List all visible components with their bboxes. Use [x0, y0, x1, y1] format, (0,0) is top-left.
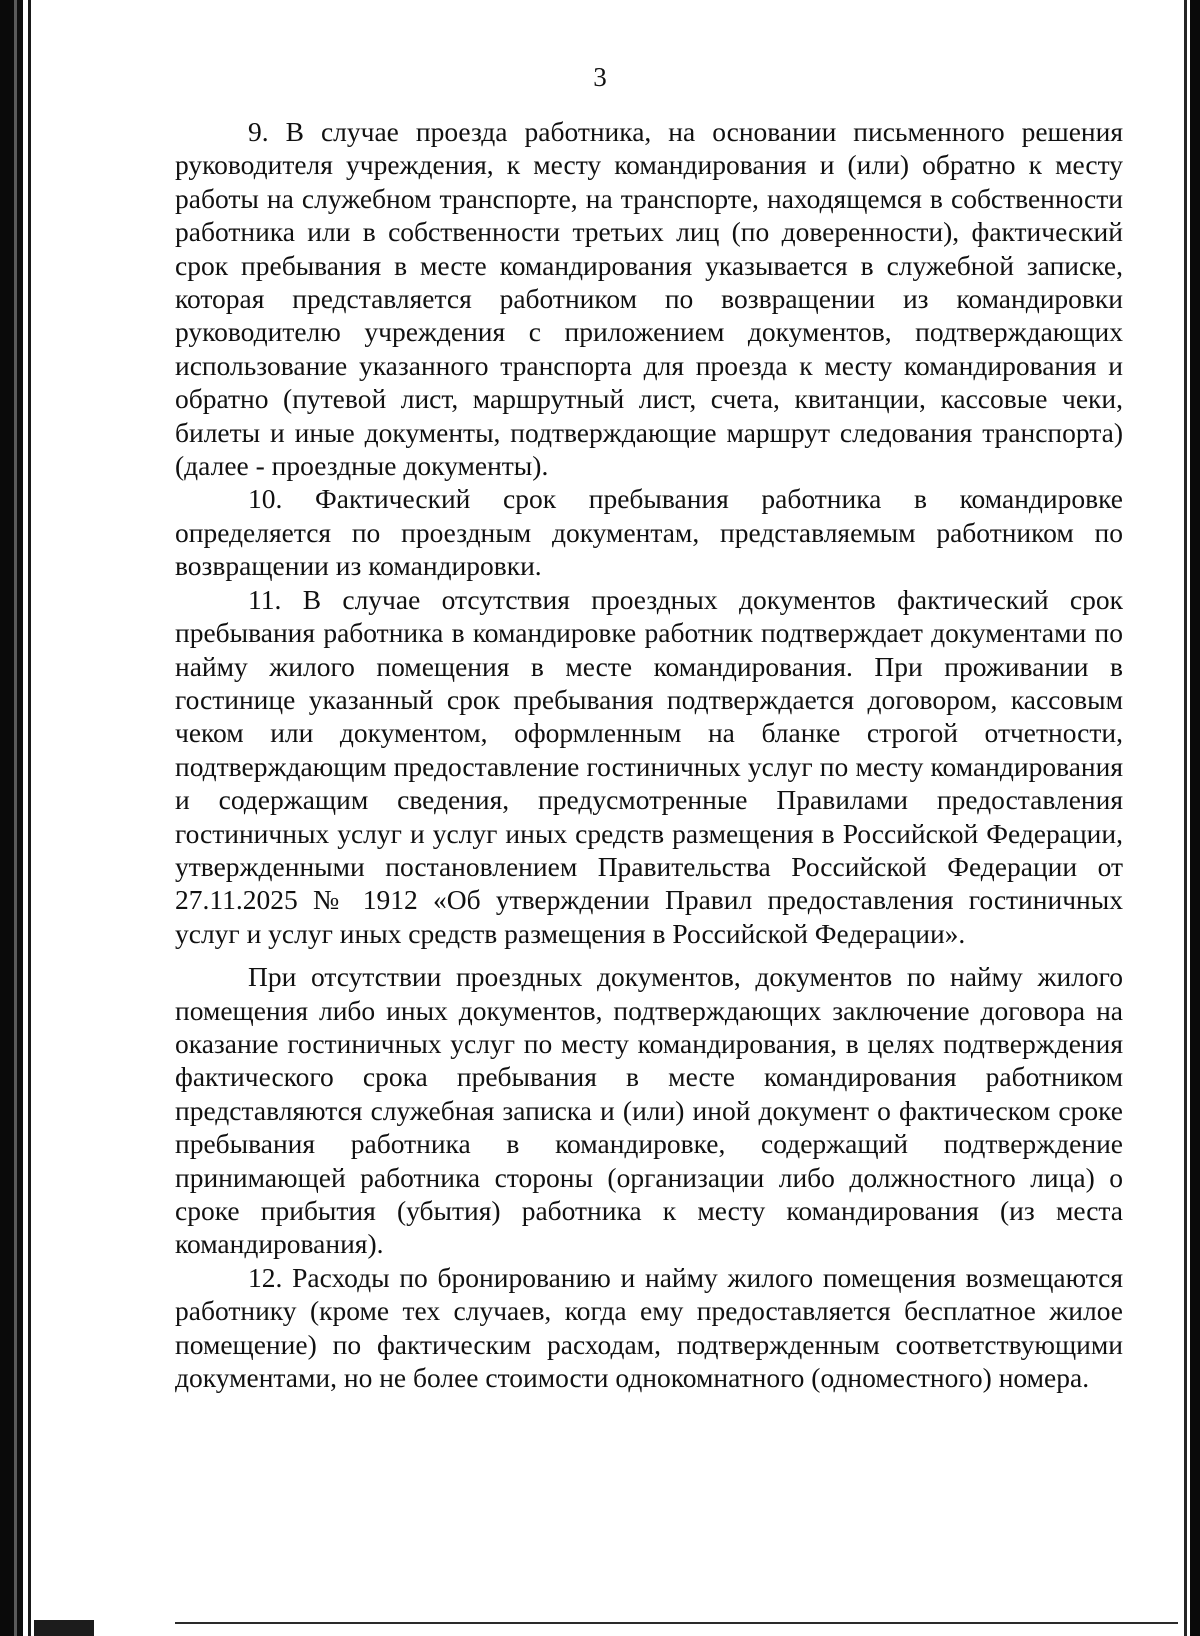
paragraph-gap [175, 950, 1123, 960]
paragraph-9: 9. В случае проезда работника, на основании письменного решения руководителя учреждения, к месту командирования и (или) обратно к месту работы на служебном транспорте, на транспорте, находящемся в собственности работника или в собственности третьих лиц (по доверенности), фактический срок пребывания в месте командирования указывается в служебной записке, которая представляется работником по возвращении из командировки руководителю учреждения с приложением документов, подтверждающих использование указанного транспорта для проезда к месту командирования и обратно (путевой лист, маршрутный лист, счета, квитанции, кассовые чеки, билеты и иные документы, подтверждающие маршрут следования транспорта) (далее - проездные документы). [175, 116, 1123, 482]
scan-edge-right [1178, 0, 1200, 1636]
paragraph-11: 11. В случае отсутствия проездных документов фактический срок пребывания работника в командировке работник подтверждает документами по найму жилого помещения в месте командирования. При проживании в гостинице указанный срок пребывания подтверждается договором, кассовым чеком или документом, оформленным на бланке строгой отчетности, подтверждающим предоставление гостиничных услуг по месту командирования и содержащим сведения, предусмотренные Правилами предоставления гостиничных услуг и услуг иных средств размещения в Российской Федерации, утвержденными постановлением Правительства Российской Федерации от 27.11.2025 № 1912 «Об утверждении Правил предоставления гостиничных услуг и услуг иных средств размещения в Российской Федерации». [175, 583, 1123, 949]
scan-edge-bottom [175, 1622, 1178, 1624]
scan-edge-left [0, 0, 34, 1636]
paragraph-11-continued: При отсутствии проездных документов, документов по найму жилого помещения либо иных документов, подтверждающих заключение договора на оказание гостиничных услуг по месту командирования, в целях подтверждения фактического срока пребывания в месте командирования работником представляются служебная записка и (или) иной документ о фактическом сроке пребывания работника в командировке, содержащий подтверждение принимающей работника стороны (организации либо должностного лица) о сроке прибытия (убытия) работника к месту командирования (из места командирования). [175, 961, 1123, 1260]
page-number: 3 [593, 62, 607, 92]
paragraph-10: 10. Фактический срок пребывания работника в командировке определяется по проездным документам, представляемым работником по возвращении из командировки. [175, 483, 1123, 582]
paragraph-12: 12. Расходы по бронированию и найму жилого помещения возмещаются работнику (кроме тех случаев, когда ему предоставляется бесплатное жилое помещение) по фактическим расходам, подтвержденным соответствующими документами, но не более стоимости однокомнатного (одноместного) номера. [175, 1261, 1123, 1394]
scan-edge-corner [34, 1610, 94, 1636]
document-body [175, 115, 1123, 1394]
